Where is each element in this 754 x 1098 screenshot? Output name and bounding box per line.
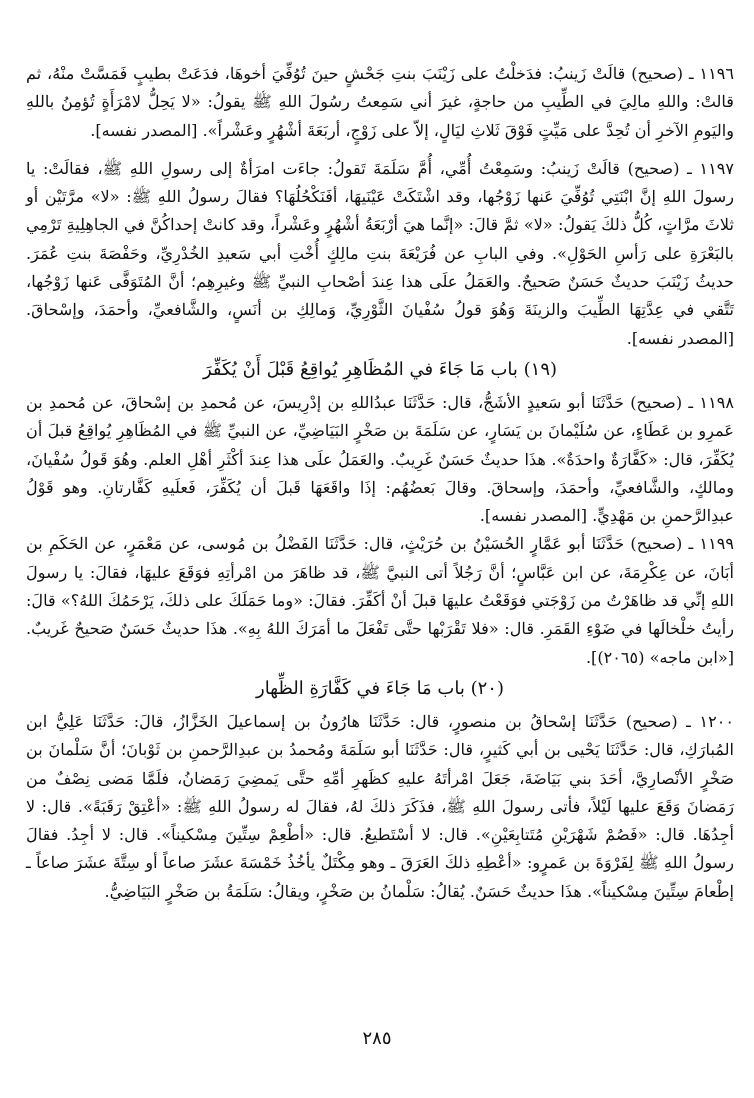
hadith-1198: ١١٩٨ ـ (صحيح) حَدَّثَنَا أبو سَعيدٍ الأشَجُّ، قال: حَدَّثَنَا عبدُاللهِ بن إدْرِيسَ، عن مُحمدِ بن إسْحاقَ، عن مُحمدِ بن عَمرِو بن عَطَاءٍ، عن سُلَيْمانَ بن يَسَارٍ، عن سَلَمَةَ بن صَخْرٍ البَيَاضِيِّ، عن النبيِّ ﷺ في المُظَاهِرِ يُواقِعُ قبلَ أن يُكَفِّرَ، قال: «كَفَّارَةٌ واحدَةٌ». هذَا حديثٌ حَسَنٌ غَرِيبٌ. والعَمَلُ علَى هذا عِندَ أكْثَرِ أهْلِ العلم. وهُوَ قَولُ سُفْيانَ، ومالكٍ، والشَّافعيِّ، وأحمَدَ، وإسحاقَ. وقالَ بَعضُهُم: إذَا واقَعَهَا قَبلَ أن يُكَفِّرَ، فَعلَيهِ كَفَّارتانِ. وهو قَوْلُ عبدِالرَّحمنِ بن مَهْدِيٍّ. [المصدر نفسه]. — [26, 392, 734, 526]
page-number: ٢٨٥ — [362, 1028, 392, 1049]
hadith-1199: ١١٩٩ ـ (صحيح) حَدَّثَنَا أبو عَمَّارٍ الحُسَيْنُ بن حُرَيْثٍ، قال: حَدَّثَنَا الفَضْلُ بن مُوسى، عن مَعْمَرٍ، عن الحَكَمِ بن أبَانَ، عن عِكْرِمَةَ، عن ابن عَبَّاسٍ؛ أنَّ رَجُلاً أتى النبيَّ ﷺ، قد ظاهَرَ من امْرأتِهِ فوَقَعَ عليهَا، فقالَ: يا رسولَ اللهِ إنِّي قد ظاهَرْتُ من زَوْجَتي فوَقَعْتُ عليهَا قبلَ أنْ أكَفِّرَ. فقالَ: «وما حَمَلَكَ على ذلكَ، يَرْحَمُكَ اللهُ؟» قالَ: رأيتُ خلْخالَها في ضَوْءِ القَمَرِ. قال: «فلا تَقْرَبْها حتَّى تَفْعَلَ ما أمَرَكَ اللهُ بِهِ». هذَا حديثٌ حَسَنٌ صَحيحٌ غَريبٌ. [«ابن ماجه» (٢٠٦٥)]. — [26, 534, 734, 667]
hadith-1196: ١١٩٦ ـ (صحيح) قالَتْ زَينبُ: فدَخلْتُ على زَيْنَبَ بنتِ جَحْشٍ حينَ تُوُفِّيَ أخوهَا، فدَعَتْ بطيبٍ فَمَسَّتْ منْهُ، ثم قالتْ: واللهِ مالِيَ في الطِّيبِ من حاجةٍ، غيرَ أني سَمِعتُ رسُولَ اللهِ ﷺ يقولُ: «لا يَحِلُّ لامْرَأَةٍ تُؤمِنُ باللهِ واليَومِ الآخرِ أن تُحِدَّ على مَيِّتٍ فَوْقَ ثَلاثِ ليَالٍ، إلاّ على زَوْجٍ، أربَعَةَ أشْهُرٍ وعَشْراً». [المصدر نفسه]. — [26, 64, 734, 140]
chapter-heading-19: (١٩) باب مَا جَاءَ في المُظَاهِرِ يُواقِعُ قَبْلَ أَنْ يُكَفِّرَ — [202, 358, 558, 380]
hadith-1200: ١٢٠٠ ـ (صحيح) حَدَّثَنَا إسْحاقُ بن منصورٍ، قال: حَدَّثَنَا هارُونُ بن إسماعيلَ الخَزَّازُ، قالَ: حَدَّثَنَا عَلِيُّ ابن المُبارَكِ، قال: حَدَّثَنَا يَحْيى بن أبي كَثيرٍ، قال: حَدَّثَنَا أبو سَلَمَةَ ومُحمدُ بن عبدِالرَّحمنِ بن ثَوْبانَ؛ أنَّ سَلْمانَ بن صَخْرٍ الأنْصارِيَّ، أحَدَ بني بَيَاضَةَ، جَعَلَ امْرأتَهُ عليهِ كظَهرِ أمِّهِ حتَّى يَمضِيَ رَمَضانُ، فلَمَّا مَضى نِصْفٌ من رَمَضانَ وَقَعَ عليها لَيْلاً، فأتى رسولَ اللهِ ﷺ، فذَكَرَ ذلكَ لهُ، فقالَ له رسولُ اللهِ ﷺ: «أعْتِقْ رَقَبَةً». قال: لا أجِدُهَا. قال: «فَصُمْ شَهْرَيْنِ مُتَتابِعَيْنِ». قال: لا أسْتَطيعُ. قال: «أطْعِمْ سِتِّينَ مِسْكيناً». قال: لا أجِدُ. فقالَ رسولُ اللهِ ﷺ لِفَرْوَةَ بن عَمرٍو: «أعْطِهِ ذلكَ العَرَقَ ـ وهو مِكْتَلٌ يأخُذُ خَمْسَةَ عشَرَ صاعاً أو سِتَّةَ عشَرَ صاعاً ـ إطْعامَ سِتِّينَ مِسْكيناً». هذَا حديثٌ حَسَنٌ. يُقالُ: سَلْمانُ بن صَخْرٍ، ويقالُ: سَلَمَةُ بن صَخْرٍ البَيَاضِيُّ. — [26, 711, 734, 901]
chapter-heading-20: (٢٠) باب مَا جَاءَ في كَفَّارَةِ الظِّهار — [256, 677, 504, 699]
hadith-1197: ١١٩٧ ـ (صحيح) قالَتْ زَينبُ: وسَمِعْتُ أُمِّي، أُمَّ سَلَمَةَ تَقولُ: جاءَت امرَأةٌ إلى رسولِ اللهِ ﷺ، فقالَتْ: يا رسولَ اللهِ إنَّ ابْنَتِي تُوُفِّيَ عَنها زَوْجُها، وقد اشْتَكَتْ عَيْنَيهَا، أفَنَكْحُلُهَا؟ فقالَ رسولُ اللهِ ﷺ: «لا» مرَّتَيْن أو ثلاثَ مرَّاتٍ، كُلُّ ذلكَ يَقولُ: «لا» ثمَّ قالَ: «إنَّما هيَ أرْبَعَةُ أشْهُرٍ وعَشْراً، وقد كانتْ إحداكُنَّ في الجاهِلِيةِ تَرْمِي بالبَعْرَةِ على رَأسِ الحَوْلِ». وفي البابِ عن فُرَيْعَةَ بنتِ مالِكٍ أُخْتِ أبي سَعيدِ الخُدْرِيِّ، وحَفْصَةَ بنتِ عُمَرَ. حديثُ زَيْنَبَ حديثٌ حَسَنٌ صَحيحٌ. والعَمَلُ علَى هذا عِندَ أصْحابِ النبيِّ ﷺ وغيرِهِم؛ أنَّ المُتَوَفَّى عَنها زَوْجُها، تَتَّقي في عِدَّتِهَا الطِّيبَ والزينَةَ وَهُوَ قولُ سُفْيانَ الثَّوْرِيِّ، وَمالِكِ بن أنَسٍ، والشَّافعيِّ، وأحمَدَ، وإسْحاقَ. [المصدر نفسه]. — [26, 158, 734, 348]
